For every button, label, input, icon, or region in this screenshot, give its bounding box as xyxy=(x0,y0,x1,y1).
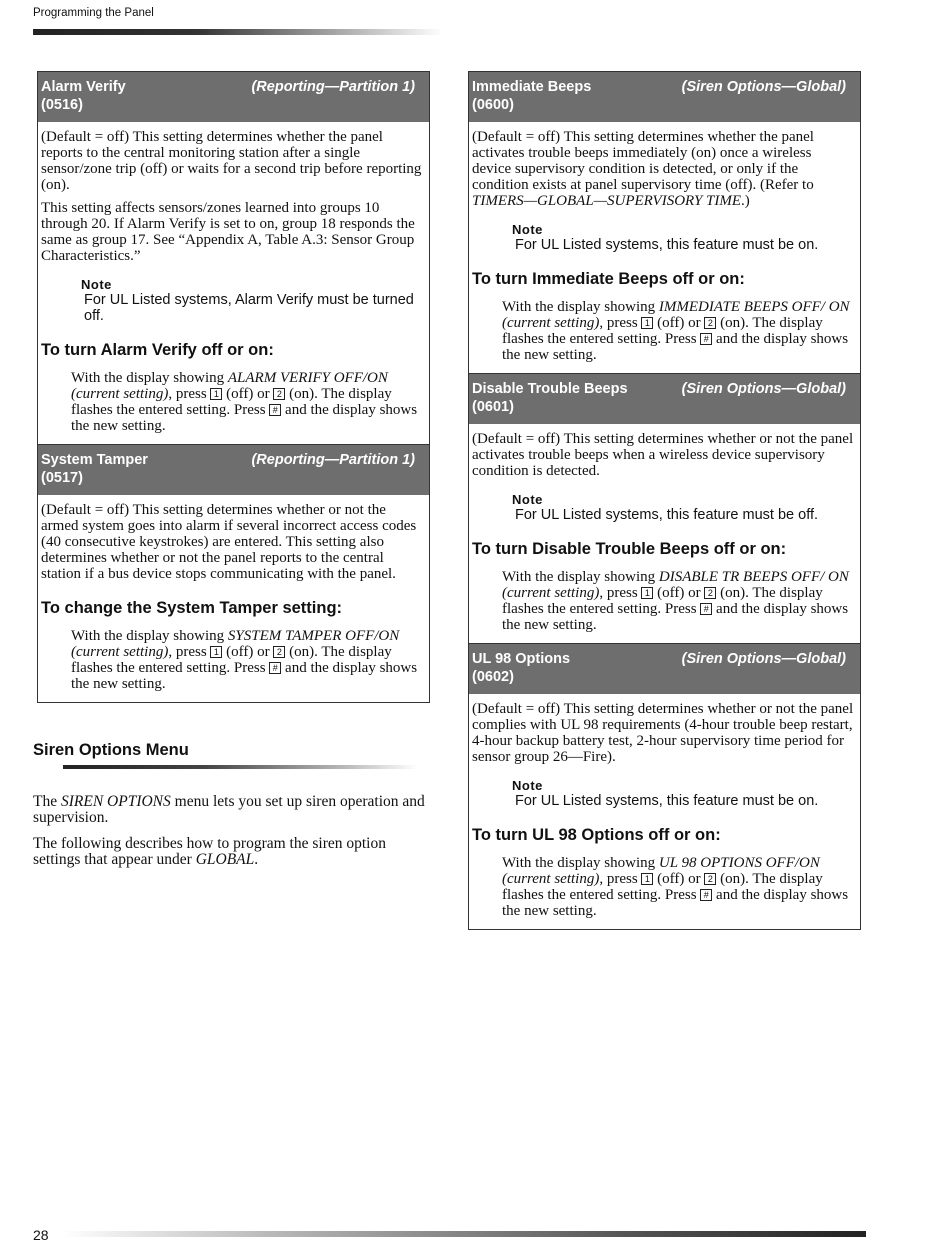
key-2-icon: 2 xyxy=(704,317,716,329)
key-2-icon: 2 xyxy=(704,587,716,599)
key-2-icon: 2 xyxy=(273,646,285,658)
section-code: (0602) xyxy=(472,669,514,685)
display-text: SYSTEM TAMPER OFF/ON xyxy=(227,628,400,644)
section-body xyxy=(469,122,860,373)
procedure-heading: To turn UL 98 Options off or on: xyxy=(472,826,721,844)
note-text: For UL Listed systems, this feature must be on. xyxy=(515,793,819,809)
paragraph: (Default = off) This setting determines whether the panel reports to the central monitoring station after a single sensor/zone trip (off) or waits for a second trip before reporting (on). xyxy=(41,129,422,193)
section-title: UL 98 Options xyxy=(472,651,571,667)
right-column xyxy=(468,71,861,930)
key-1-icon: 1 xyxy=(641,317,653,329)
section-code: (0516) xyxy=(41,97,83,113)
key-hash-icon: # xyxy=(700,333,712,345)
section-code: (0600) xyxy=(472,97,514,113)
section-header xyxy=(469,644,860,694)
procedure-text: With the display showing IMMEDIATE BEEPS OFF/ ON (current setting), press 1 (off) or 2 (on). The display flashes the entered setting. Press # and the display shows the new setting. xyxy=(502,299,850,363)
section-code: (0517) xyxy=(41,470,83,486)
siren-intro-paragraph: The SIREN OPTIONS menu lets you set up siren operation and supervision. xyxy=(33,793,425,826)
procedure-heading: To change the System Tamper setting: xyxy=(41,599,343,617)
footer-rule xyxy=(62,1231,866,1237)
section-body xyxy=(38,122,429,444)
left-column xyxy=(37,71,430,703)
display-text: DISABLE TR BEEPS OFF/ ON xyxy=(658,569,849,585)
section-system-tamper xyxy=(37,445,430,703)
section-title: Immediate Beeps xyxy=(472,79,592,95)
siren-options-menu xyxy=(33,741,428,878)
note-label: Note xyxy=(512,492,543,507)
procedure-heading: To turn Alarm Verify off or on: xyxy=(41,341,274,359)
section-body xyxy=(469,424,860,643)
siren-menu-title: Siren Options Menu xyxy=(33,741,189,759)
key-1-icon: 1 xyxy=(641,873,653,885)
section-title: Disable Trouble Beeps xyxy=(472,381,628,397)
paragraph: (Default = off) This setting determines whether or not the panel complies with UL 98 requirements (4-hour trouble beep restart, 4-hour backup battery test, 2-hour supervisory time period for sensor group 26—Fire). xyxy=(472,701,854,765)
siren-followup-paragraph: The following describes how to program the siren option settings that appear under GLOBAL. xyxy=(33,835,386,868)
section-category: (Siren Options—Global) xyxy=(681,79,846,95)
section-disable-trouble-beeps xyxy=(468,374,861,644)
paragraph: This setting affects sensors/zones learned into groups 10 through 20. If Alarm Verify is set to on, group 18 responds the same as group 17. See “Appendix A, Table A.3: Sensor Group Characteristics.” xyxy=(41,200,415,264)
key-2-icon: 2 xyxy=(273,388,285,400)
procedure-text: With the display showing DISABLE TR BEEPS OFF/ ON (current setting), press 1 (off) or 2 (on). The display flashes the entered setting. Press # and the display shows the new setting. xyxy=(502,569,849,633)
display-text: ALARM VERIFY OFF/ON xyxy=(227,370,388,386)
section-body xyxy=(38,495,429,702)
display-text: UL 98 OPTIONS OFF/ON xyxy=(658,855,820,871)
section-category: (Reporting—Partition 1) xyxy=(251,452,415,468)
key-1-icon: 1 xyxy=(210,388,222,400)
procedure-text: With the display showing SYSTEM TAMPER OFF/ON (current setting), press 1 (off) or 2 (on). The display flashes the entered setting. Press # and the display shows the new setting. xyxy=(71,628,418,692)
section-header xyxy=(38,72,429,122)
section-code: (0601) xyxy=(472,399,514,415)
section-category: (Reporting—Partition 1) xyxy=(251,79,415,95)
key-1-icon: 1 xyxy=(210,646,222,658)
note-text: For UL Listed systems, this feature must be off. xyxy=(515,507,819,523)
key-1-icon: 1 xyxy=(641,587,653,599)
note-text: For UL Listed systems, this feature must be on. xyxy=(515,237,819,253)
note-label: Note xyxy=(81,277,112,292)
key-hash-icon: # xyxy=(269,662,281,674)
page-number: 28 xyxy=(33,1227,49,1243)
note-label: Note xyxy=(512,778,543,793)
procedure-text: With the display showing ALARM VERIFY OFF/ON (current setting), press 1 (off) or 2 (on). The display flashes the entered setting. Press # and the display shows the new setting. xyxy=(71,370,418,434)
section-title: System Tamper xyxy=(41,452,148,468)
note xyxy=(512,223,854,253)
paragraph: (Default = off) This setting determines whether the panel activates trouble beeps immediately (on) once a wireless device supervisory condition is detected, or only if the condition exists at panel supervisory time (off). (Refer to TIMERS—GLOBAL—SUPERVISORY TIME.) xyxy=(472,129,814,209)
procedure-heading: To turn Immediate Beeps off or on: xyxy=(472,270,745,288)
running-head: Programming the Panel xyxy=(33,7,154,19)
header-rule xyxy=(33,29,443,35)
note-label: Note xyxy=(512,222,543,237)
procedure-heading: To turn Disable Trouble Beeps off or on: xyxy=(472,540,787,558)
section-header xyxy=(469,374,860,424)
note xyxy=(512,493,854,523)
key-hash-icon: # xyxy=(700,603,712,615)
section-immediate-beeps xyxy=(468,71,861,374)
key-hash-icon: # xyxy=(269,404,281,416)
section-body xyxy=(469,694,860,929)
section-header xyxy=(38,445,429,495)
procedure-text: With the display showing UL 98 OPTIONS OFF/ON (current setting), press 1 (off) or 2 (on). The display flashes the entered setting. Press # and the display shows the new setting. xyxy=(502,855,849,919)
section-category: (Siren Options—Global) xyxy=(681,381,846,397)
section-header xyxy=(469,72,860,122)
note xyxy=(81,278,423,324)
section-alarm-verify xyxy=(37,71,430,445)
note-text: For UL Listed systems, Alarm Verify must be turned off. xyxy=(84,292,414,324)
paragraph: (Default = off) This setting determines whether or not the panel activates trouble beeps when a wireless device supervisory condition is detected. xyxy=(472,431,854,479)
section-ul-98-options xyxy=(468,644,861,930)
section-title: Alarm Verify xyxy=(41,79,126,95)
note xyxy=(512,779,854,809)
display-text: IMMEDIATE BEEPS OFF/ ON xyxy=(658,299,850,315)
key-2-icon: 2 xyxy=(704,873,716,885)
key-hash-icon: # xyxy=(700,889,712,901)
paragraph: (Default = off) This setting determines whether or not the armed system goes into alarm if several incorrect access codes (40 consecutive keystrokes) are entered. This setting also determines whether or not the panel reports to the central station if a bus device stops communicating with the panel. xyxy=(41,502,417,582)
section-category: (Siren Options—Global) xyxy=(681,651,846,667)
